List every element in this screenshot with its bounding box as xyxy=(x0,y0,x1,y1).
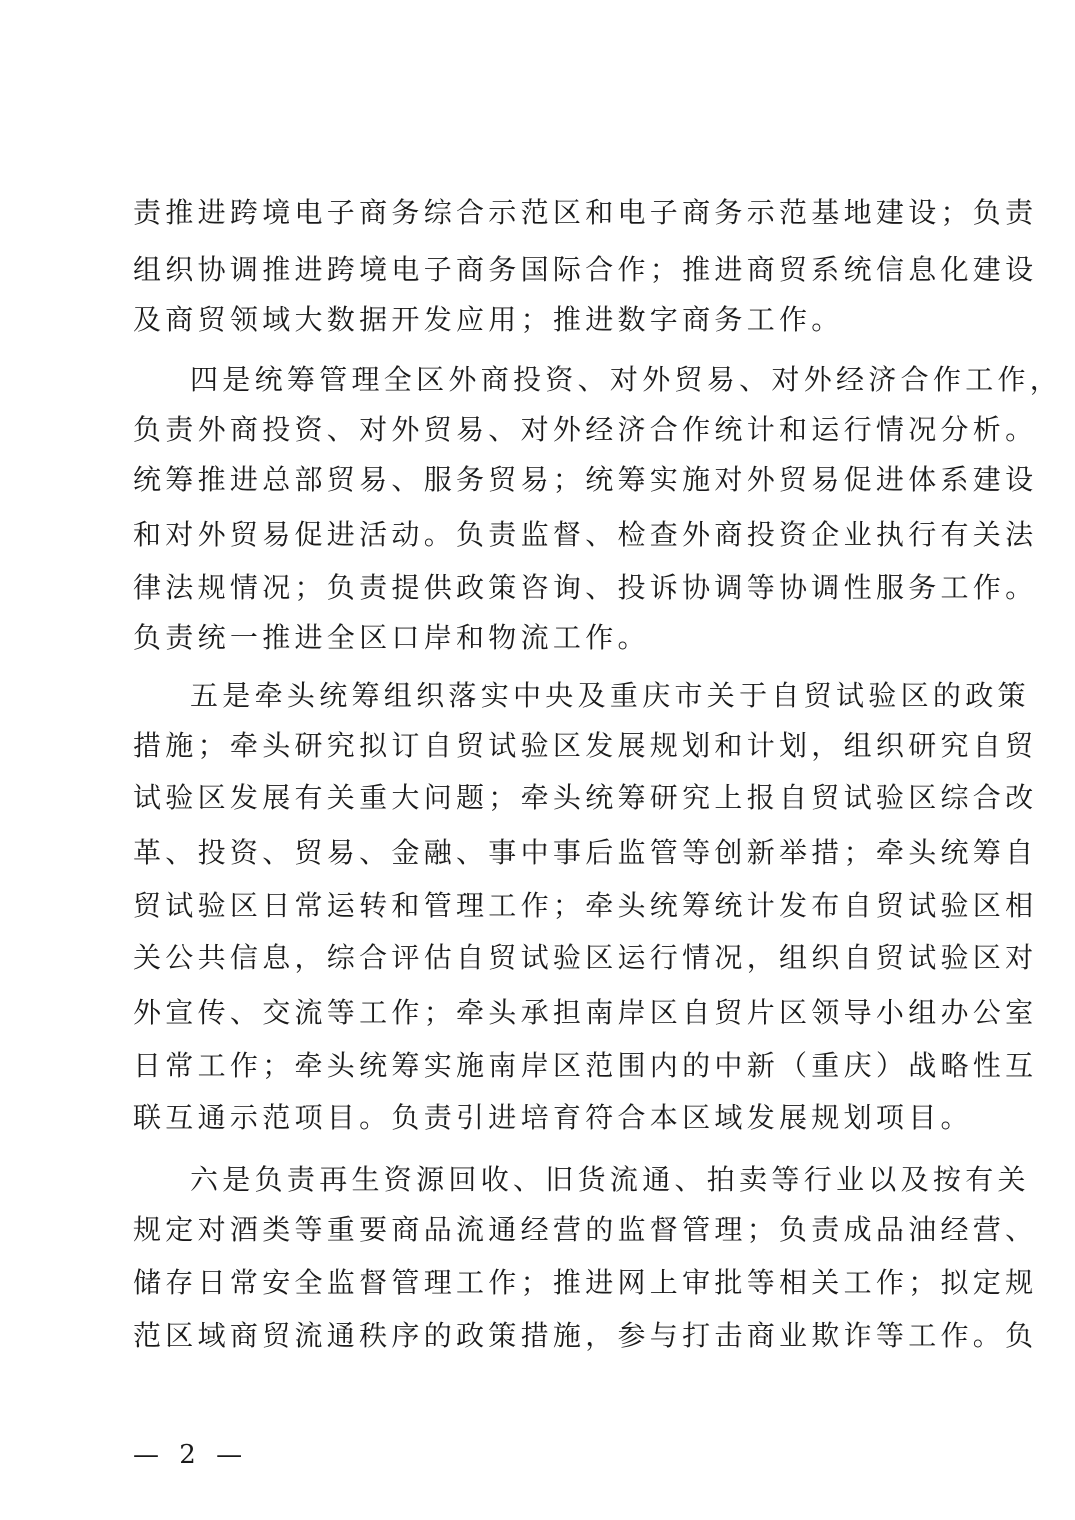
body-text-line: 及商贸领域大数据开发应用；推进数字商务工作。 xyxy=(133,303,844,336)
body-text-line: 律法规情况；负责提供政策咨询、投诉协调等协调性服务工作。 xyxy=(133,571,1038,604)
body-text-line: 范区域商贸流通秩序的政策措施，参与打击商业欺诈等工作。负 xyxy=(133,1319,1038,1352)
body-text-line: 和对外贸易促进活动。负责监督、检查外商投资企业执行有关法 xyxy=(133,518,1038,551)
body-text-line: 责推进跨境电子商务综合示范区和电子商务示范基地建设；负责 xyxy=(133,196,1038,229)
paragraph-first-line: 六是负责再生资源回收、旧货流通、拍卖等行业以及按有关 xyxy=(190,1163,1030,1196)
body-text-line: 负责外商投资、对外贸易、对外经济合作统计和运行情况分析。 xyxy=(133,413,1038,446)
body-text-line: 革、投资、贸易、金融、事中事后监管等创新举措；牵头统筹自 xyxy=(133,836,1038,869)
body-text-line: 措施；牵头研究拟订自贸试验区发展规划和计划，组织研究自贸 xyxy=(133,729,1038,762)
body-text-line: 关公共信息，综合评估自贸试验区运行情况，组织自贸试验区对 xyxy=(133,941,1038,974)
page-number: — 2 — xyxy=(133,1440,249,1470)
body-text-line: 试验区发展有关重大问题；牵头统筹研究上报自贸试验区综合改 xyxy=(133,781,1038,814)
body-text-line: 储存日常安全监督管理工作；推进网上审批等相关工作；拟定规 xyxy=(133,1266,1038,1299)
paragraph-first-line: 五是牵头统筹组织落实中央及重庆市关于自贸试验区的政策 xyxy=(190,679,1030,712)
body-text-line: 日常工作；牵头统筹实施南岸区范围内的中新（重庆）战略性互 xyxy=(133,1049,1038,1082)
body-text-line: 组织协调推进跨境电子商务国际合作；推进商贸系统信息化建设 xyxy=(133,253,1038,286)
paragraph-first-line: 四是统筹管理全区外商投资、对外贸易、对外经济合作工作， xyxy=(190,363,1063,396)
body-text-line: 联互通示范项目。负责引进培育符合本区域发展规划项目。 xyxy=(133,1101,973,1134)
body-text-line: 规定对酒类等重要商品流通经营的监督管理；负责成品油经营、 xyxy=(133,1213,1038,1246)
body-text-line: 外宣传、交流等工作；牵头承担南岸区自贸片区领导小组办公室 xyxy=(133,996,1038,1029)
body-text-line: 贸试验区日常运转和管理工作；牵头统筹统计发布自贸试验区相 xyxy=(133,889,1038,922)
body-text-line: 负责统一推进全区口岸和物流工作。 xyxy=(133,621,650,654)
body-text-line: 统筹推进总部贸易、服务贸易；统筹实施对外贸易促进体系建设 xyxy=(133,463,1038,496)
